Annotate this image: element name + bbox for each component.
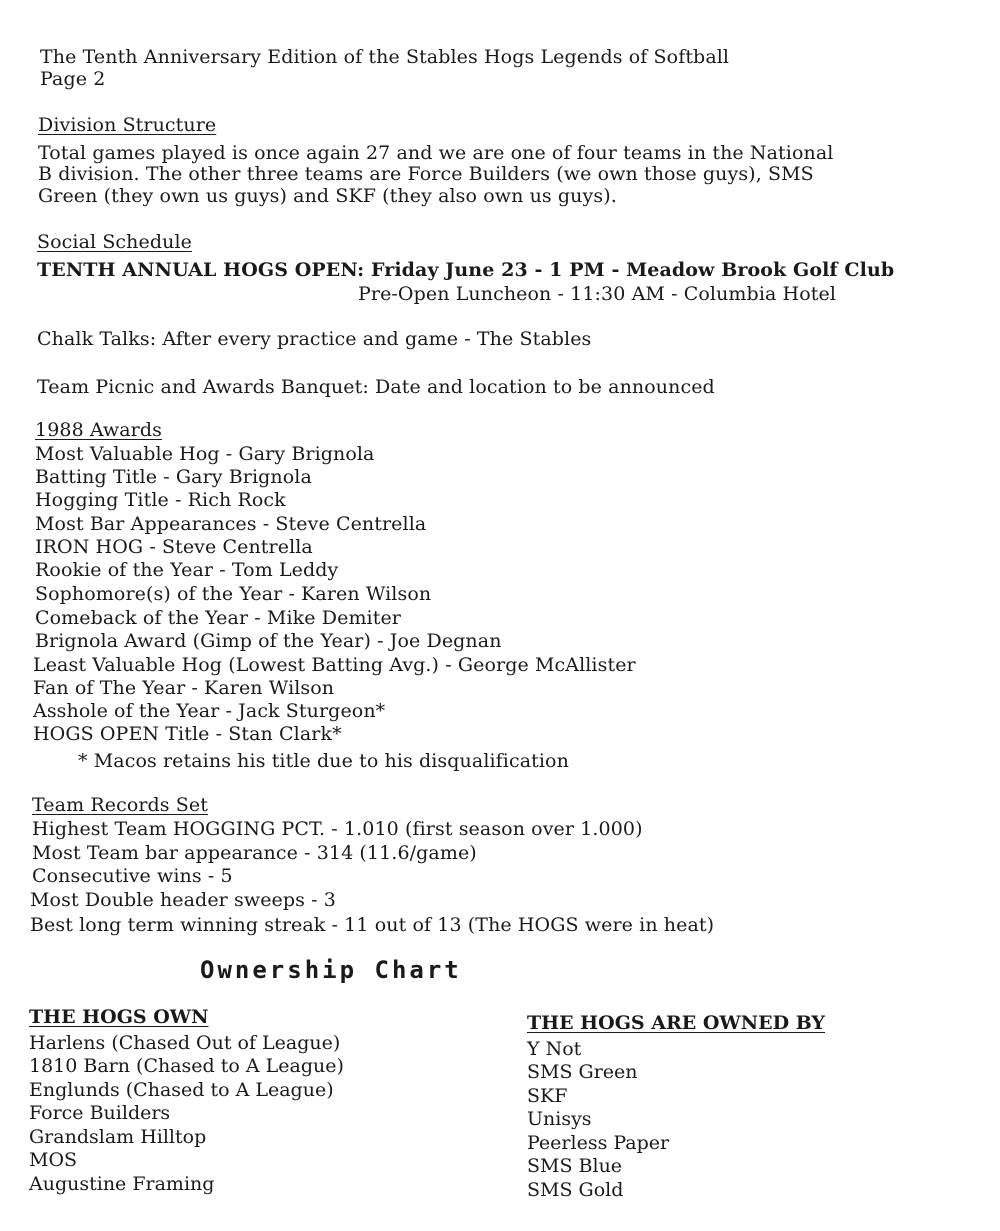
awards-footnote: * Macos retains his title due to his disqualification — [78, 750, 569, 772]
record-item: Highest Team HOGGING PCT. - 1.010 (first season over 1.000) — [32, 818, 643, 840]
record-item: Most Team bar appearance - 314 (11.6/game) — [32, 842, 477, 864]
record-item: Consecutive wins - 5 — [32, 865, 233, 887]
award-item: Batting Title - Gary Brignola — [35, 466, 312, 488]
award-item: Least Valuable Hog (Lowest Batting Avg.) - George McAllister — [33, 654, 636, 676]
award-item: Asshole of the Year - Jack Sturgeon* — [33, 700, 386, 722]
owner-team: SMS Blue — [527, 1155, 623, 1177]
record-item: Most Double header sweeps - 3 — [30, 889, 336, 911]
awards-heading: 1988 Awards — [35, 419, 162, 441]
award-item: Most Bar Appearances - Steve Centrella — [35, 513, 427, 535]
luncheon-line: Pre-Open Luncheon - 11:30 AM - Columbia Hotel — [358, 283, 837, 305]
division-line-3: Green (they own us guys) and SKF (they also own us guys). — [38, 185, 617, 207]
hogs-own-heading: THE HOGS OWN — [29, 1006, 209, 1028]
division-heading: Division Structure — [38, 114, 217, 136]
owned-team: MOS — [29, 1149, 78, 1171]
award-item: IRON HOG - Steve Centrella — [35, 536, 313, 558]
hogs-owned-by-heading: THE HOGS ARE OWNED BY — [527, 1012, 825, 1034]
award-item: Sophomore(s) of the Year - Karen Wilson — [35, 583, 432, 605]
division-line-2: B division. The other three teams are Force Builders (we own those guys), SMS — [38, 163, 814, 185]
award-item: Hogging Title - Rich Rock — [35, 489, 286, 511]
owner-team: SKF — [527, 1084, 568, 1107]
award-item: Brignola Award (Gimp of the Year) - Joe Degnan — [35, 630, 502, 652]
record-item: Best long term winning streak - 11 out of 13 (The HOGS were in heat) — [30, 914, 715, 936]
owned-team: Englunds (Chased to A League) — [29, 1078, 334, 1101]
ownership-chart-title: Ownership Chart — [200, 956, 462, 984]
document-title: The Tenth Anniversary Edition of the Stables Hogs Legends of Softball — [40, 46, 730, 68]
award-item: HOGS OPEN Title - Stan Clark* — [33, 723, 342, 745]
owned-team: Augustine Framing — [29, 1172, 215, 1195]
award-item: Fan of The Year - Karen Wilson — [33, 677, 335, 699]
hogs-owned-by-column — [527, 1012, 825, 1202]
records-heading: Team Records Set — [32, 794, 208, 816]
award-item: Rookie of the Year - Tom Leddy — [35, 559, 339, 581]
owned-team: Grandslam Hilltop — [29, 1125, 207, 1148]
owned-team: Force Builders — [29, 1102, 171, 1124]
hogs-own-column — [29, 1006, 344, 1196]
owned-team: Harlens (Chased Out of League) — [29, 1031, 341, 1054]
division-line-1: Total games played is once again 27 and we are one of four teams in the National — [38, 142, 834, 164]
award-item: Comeback of the Year - Mike Demiter — [35, 607, 401, 629]
owner-team: Peerless Paper — [527, 1131, 670, 1154]
owner-team: SMS Gold — [527, 1178, 624, 1201]
award-item: Most Valuable Hog - Gary Brignola — [35, 443, 375, 465]
owner-team: Unisys — [527, 1108, 592, 1130]
owned-team: 1810 Barn (Chased to A League) — [29, 1055, 344, 1077]
owner-team: Y Not — [527, 1037, 582, 1060]
hogs-open-line: TENTH ANNUAL HOGS OPEN: Friday June 23 - 1 PM - Meadow Brook Golf Club — [37, 259, 895, 281]
page-number: Page 2 — [40, 68, 106, 90]
picnic-line: Team Picnic and Awards Banquet: Date and location to be announced — [37, 376, 715, 398]
chalk-talks-line: Chalk Talks: After every practice and game - The Stables — [37, 328, 592, 350]
social-heading: Social Schedule — [37, 231, 192, 253]
owner-team: SMS Green — [527, 1061, 638, 1083]
